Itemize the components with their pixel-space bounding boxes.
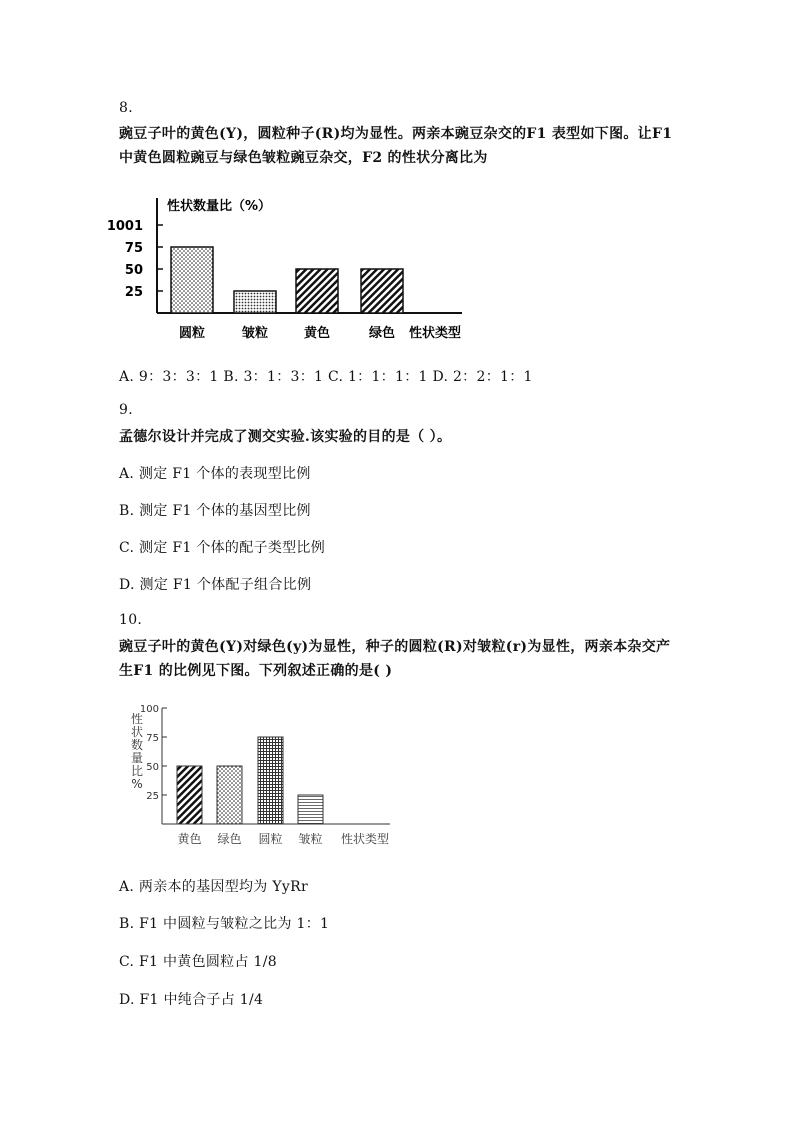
y-axis-label-char: 数 (130, 738, 144, 752)
bar-皱粒 (298, 795, 323, 824)
x-tick-label: 皱粒 (241, 326, 269, 341)
q9-option-d: D. 测定 F1 个体配子组合比例 (119, 577, 312, 593)
bar-绿色 (361, 269, 403, 313)
y-tick-label: 1001 (106, 219, 143, 234)
q8-stem-line1: 豌豆子叶的黄色(Y)，圆粒种子(R)均为显性。两亲本豌豆杂交的F1 表型如下图。让F1 (119, 126, 673, 142)
q10-option-c: C. F1 中黄色圆粒占 1/8 (119, 954, 277, 970)
y-axis-label-char: 比 (130, 764, 144, 778)
q9-option-a: A. 测定 F1 个体的表现型比例 (119, 466, 311, 482)
x-tick-label: 皱粒 (298, 832, 323, 846)
y-tick-label: 50 (146, 762, 159, 773)
q8-options: A. 9：3：3：1 B. 3：1：3：1 C. 1：1：1：1 D. 2：2：1：1 (119, 369, 533, 385)
chart-q10 (125, 700, 415, 850)
y-axis-label-char: % (131, 777, 143, 791)
chart-q8 (106, 190, 475, 350)
y-axis-label: 性状数量比（%） (167, 199, 272, 214)
x-axis-label: 性状类型 (340, 832, 390, 846)
y-tick-label: 25 (146, 791, 159, 802)
y-axis-label-char: 状 (130, 725, 144, 739)
q9-stem: 孟德尔设计并完成了测交实验.该实验的目的是（ ）。 (119, 429, 452, 445)
q9-number: 9. (119, 402, 133, 418)
y-tick-label: 75 (124, 241, 143, 256)
x-tick-label: 黄色 (303, 326, 331, 341)
q9-option-c: C. 测定 F1 个体的配子类型比例 (119, 540, 326, 556)
x-tick-label: 圆粒 (178, 326, 206, 341)
q10-number: 10. (119, 612, 143, 628)
y-axis-label-char: 性 (130, 712, 144, 726)
x-tick-label: 圆粒 (258, 832, 283, 846)
y-tick-label: 50 (124, 263, 143, 278)
bar-黄色 (177, 766, 202, 824)
x-tick-label: 绿色 (217, 832, 242, 846)
q8-stem-line2: 中黄色圆粒豌豆与绿色皱粒豌豆杂交，F2 的性状分离比为 (119, 150, 488, 166)
x-tick-label: 绿色 (368, 326, 396, 341)
y-tick-label: 25 (124, 285, 143, 300)
q10-stem-line1: 豌豆子叶的黄色(Y)对绿色(y)为显性，种子的圆粒(R)对皱粒(r)为显性，两亲本杂交产 (119, 639, 671, 655)
y-tick-label: 75 (146, 733, 159, 744)
q10-option-b: B. F1 中圆粒与皱粒之比为 1：1 (119, 916, 330, 932)
bar-圆粒 (258, 737, 283, 824)
q10-stem-line2: 生F1 的比例见下图。下列叙述正确的是( ) (119, 663, 393, 679)
y-axis-label-char: 量 (130, 751, 144, 765)
x-axis-label: 性状类型 (408, 326, 462, 341)
q10-option-d: D. F1 中纯合子占 1/4 (119, 992, 264, 1008)
bar-黄色 (296, 269, 338, 313)
bar-绿色 (217, 766, 242, 824)
q9-option-b: B. 测定 F1 个体的基因型比例 (119, 503, 311, 519)
y-tick-label: 100 (139, 704, 159, 715)
bar-皱粒 (234, 291, 276, 313)
x-tick-label: 黄色 (177, 832, 202, 846)
bar-圆粒 (171, 247, 213, 313)
q8-number: 8. (119, 100, 133, 116)
q10-option-a: A. 两亲本的基因型均为 YyRr (119, 879, 308, 895)
